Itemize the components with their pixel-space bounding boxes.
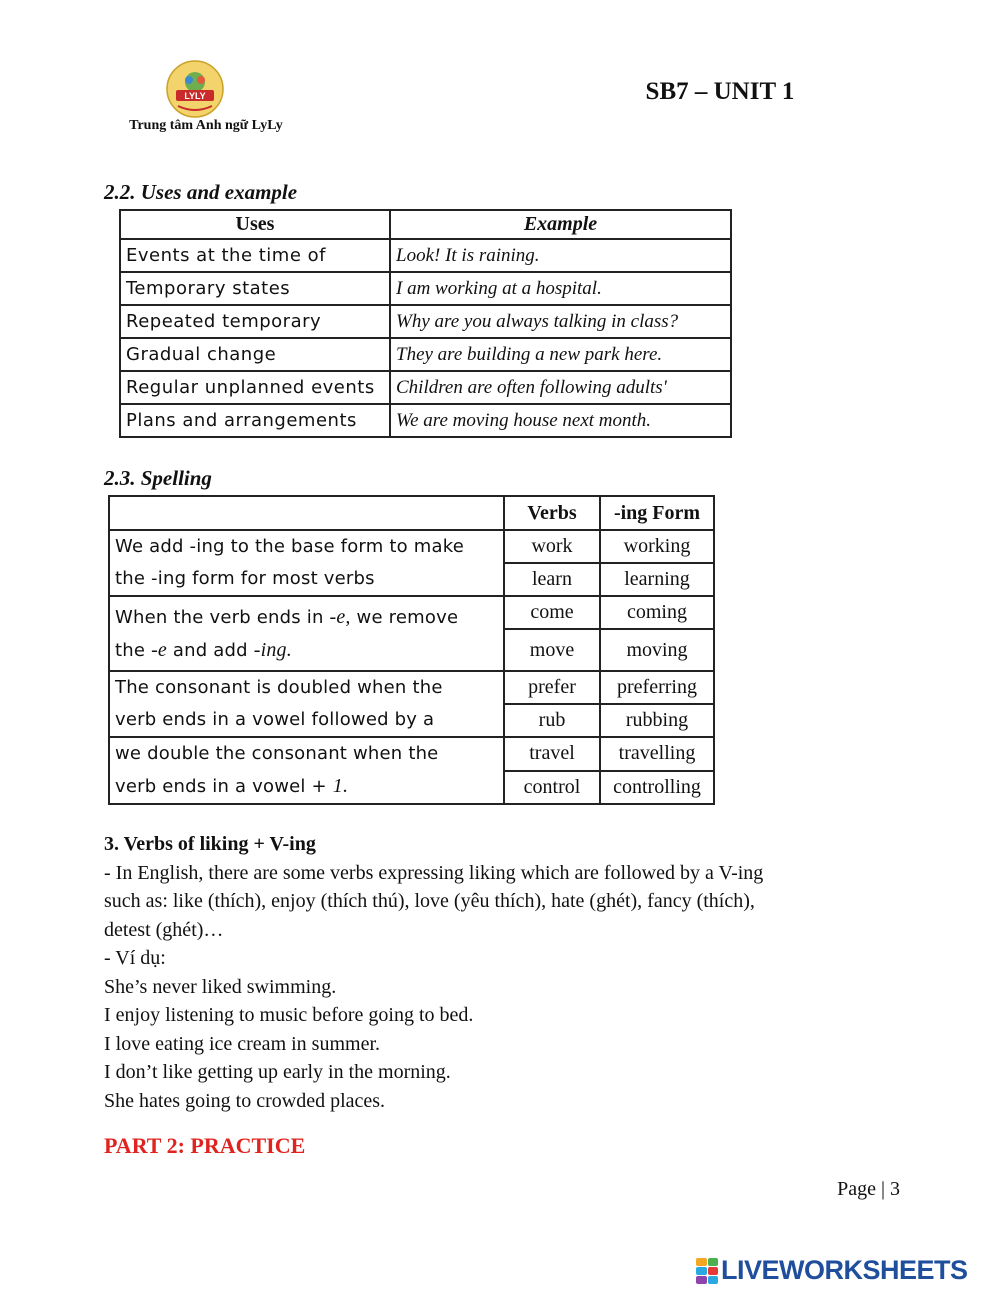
use-cell: Temporary states — [120, 272, 390, 305]
rule-line: We add -ing to the base form to make — [115, 536, 464, 557]
verb-cell: travel — [504, 737, 600, 771]
uses-table — [119, 209, 732, 438]
table-row — [120, 404, 731, 437]
center-name: Trung tâm Anh ngữ LyLy — [129, 118, 283, 133]
spelling-header-row — [109, 496, 714, 530]
ing-col-header: -ing Form — [600, 496, 714, 530]
use-cell: Regular unplanned events — [120, 371, 390, 404]
table-row — [109, 671, 714, 704]
uses-col-header: Uses — [120, 210, 390, 239]
table-row — [109, 530, 714, 563]
ing-cell: coming — [600, 596, 714, 629]
use-cell: Gradual change — [120, 338, 390, 371]
example-sentence: I love eating ice cream in summer. — [104, 1032, 381, 1055]
table-row — [109, 596, 714, 629]
table-row — [120, 305, 731, 338]
rule-cell — [109, 530, 504, 596]
rule-line: the -e and add -ing. — [115, 638, 292, 661]
uses-heading: 2.2. Uses and example — [104, 180, 298, 204]
uses-header-row — [120, 210, 731, 239]
liveworksheets-icon — [696, 1258, 718, 1284]
ing-cell: working — [600, 530, 714, 563]
table-row — [109, 737, 714, 771]
rule-cell — [109, 671, 504, 737]
example-cell: Look! It is raining. — [390, 239, 731, 272]
rule-line: the -ing form for most verbs — [115, 568, 375, 589]
use-cell: Plans and arrangements — [120, 404, 390, 437]
verbs-col-header: Verbs — [504, 496, 600, 530]
spelling-table — [108, 495, 715, 805]
example-sentence: She hates going to crowded places. — [104, 1089, 386, 1112]
rule-line: we double the consonant when the — [115, 743, 439, 764]
example-cell: We are moving house next month. — [390, 404, 731, 437]
center-logo — [166, 60, 224, 118]
intro-line: such as: like (thích), enjoy (thích thú), love (yêu thích), hate (ghét), fancy (thích), — [104, 890, 755, 912]
ing-cell: travelling — [600, 737, 714, 771]
table-row — [120, 338, 731, 371]
ing-cell: learning — [600, 563, 714, 596]
example-sentence: She’s never liked swimming. — [104, 975, 337, 998]
example-cell: Children are often following adults' — [390, 371, 731, 404]
spelling-heading: 2.3. Spelling — [104, 466, 212, 490]
verb-cell: work — [504, 530, 600, 563]
rule-line: The consonant is doubled when the — [115, 677, 443, 698]
rule-line: When the verb ends in -e, we remove — [115, 605, 459, 628]
example-cell: They are building a new park here. — [390, 338, 731, 371]
example-sentence: I enjoy listening to music before going to bed. — [104, 1004, 474, 1026]
intro-line: - In English, there are some verbs expressing liking which are followed by a V-ing — [104, 861, 764, 884]
rule-line: verb ends in a vowel followed by a — [115, 709, 435, 730]
liveworksheets-brand[interactable] — [696, 1255, 968, 1286]
table-row — [120, 371, 731, 404]
logo-text: LYLY — [184, 91, 206, 101]
verb-cell: learn — [504, 563, 600, 596]
use-cell: Repeated temporary — [120, 305, 390, 338]
use-cell: Events at the time of — [120, 239, 390, 272]
verb-cell: prefer — [504, 671, 600, 704]
table-row — [120, 239, 731, 272]
example-sentence: I don’t like getting up early in the morning. — [104, 1061, 451, 1083]
ing-cell: controlling — [600, 771, 714, 805]
verb-cell: rub — [504, 704, 600, 737]
practice-heading: PART 2: PRACTICE — [104, 1133, 306, 1158]
verb-cell: control — [504, 771, 600, 805]
ing-cell: moving — [600, 629, 714, 671]
example-cell: Why are you always talking in class? — [390, 305, 731, 338]
example-cell: I am working at a hospital. — [390, 272, 731, 305]
intro-line: detest (ghét)… — [104, 918, 224, 941]
verb-cell: move — [504, 629, 600, 671]
example-col-header: Example — [390, 210, 731, 239]
ing-cell: preferring — [600, 671, 714, 704]
liking-section — [104, 830, 904, 1115]
rule-line: verb ends in a vowel + 1. — [115, 775, 349, 797]
page-number: Page | 3 — [837, 1178, 900, 1200]
liking-heading: 3. Verbs of liking + V-ing — [104, 833, 316, 855]
rule-col-header — [109, 496, 504, 530]
verb-cell: come — [504, 596, 600, 629]
ing-cell: rubbing — [600, 704, 714, 737]
rule-cell — [109, 737, 504, 804]
unit-title: SB7 – UNIT 1 — [645, 78, 795, 105]
rule-cell — [109, 596, 504, 671]
table-row — [120, 272, 731, 305]
example-label: - Ví dụ: — [104, 947, 166, 969]
liveworksheets-wordmark: LIVEWORKSHEETS — [721, 1255, 968, 1285]
